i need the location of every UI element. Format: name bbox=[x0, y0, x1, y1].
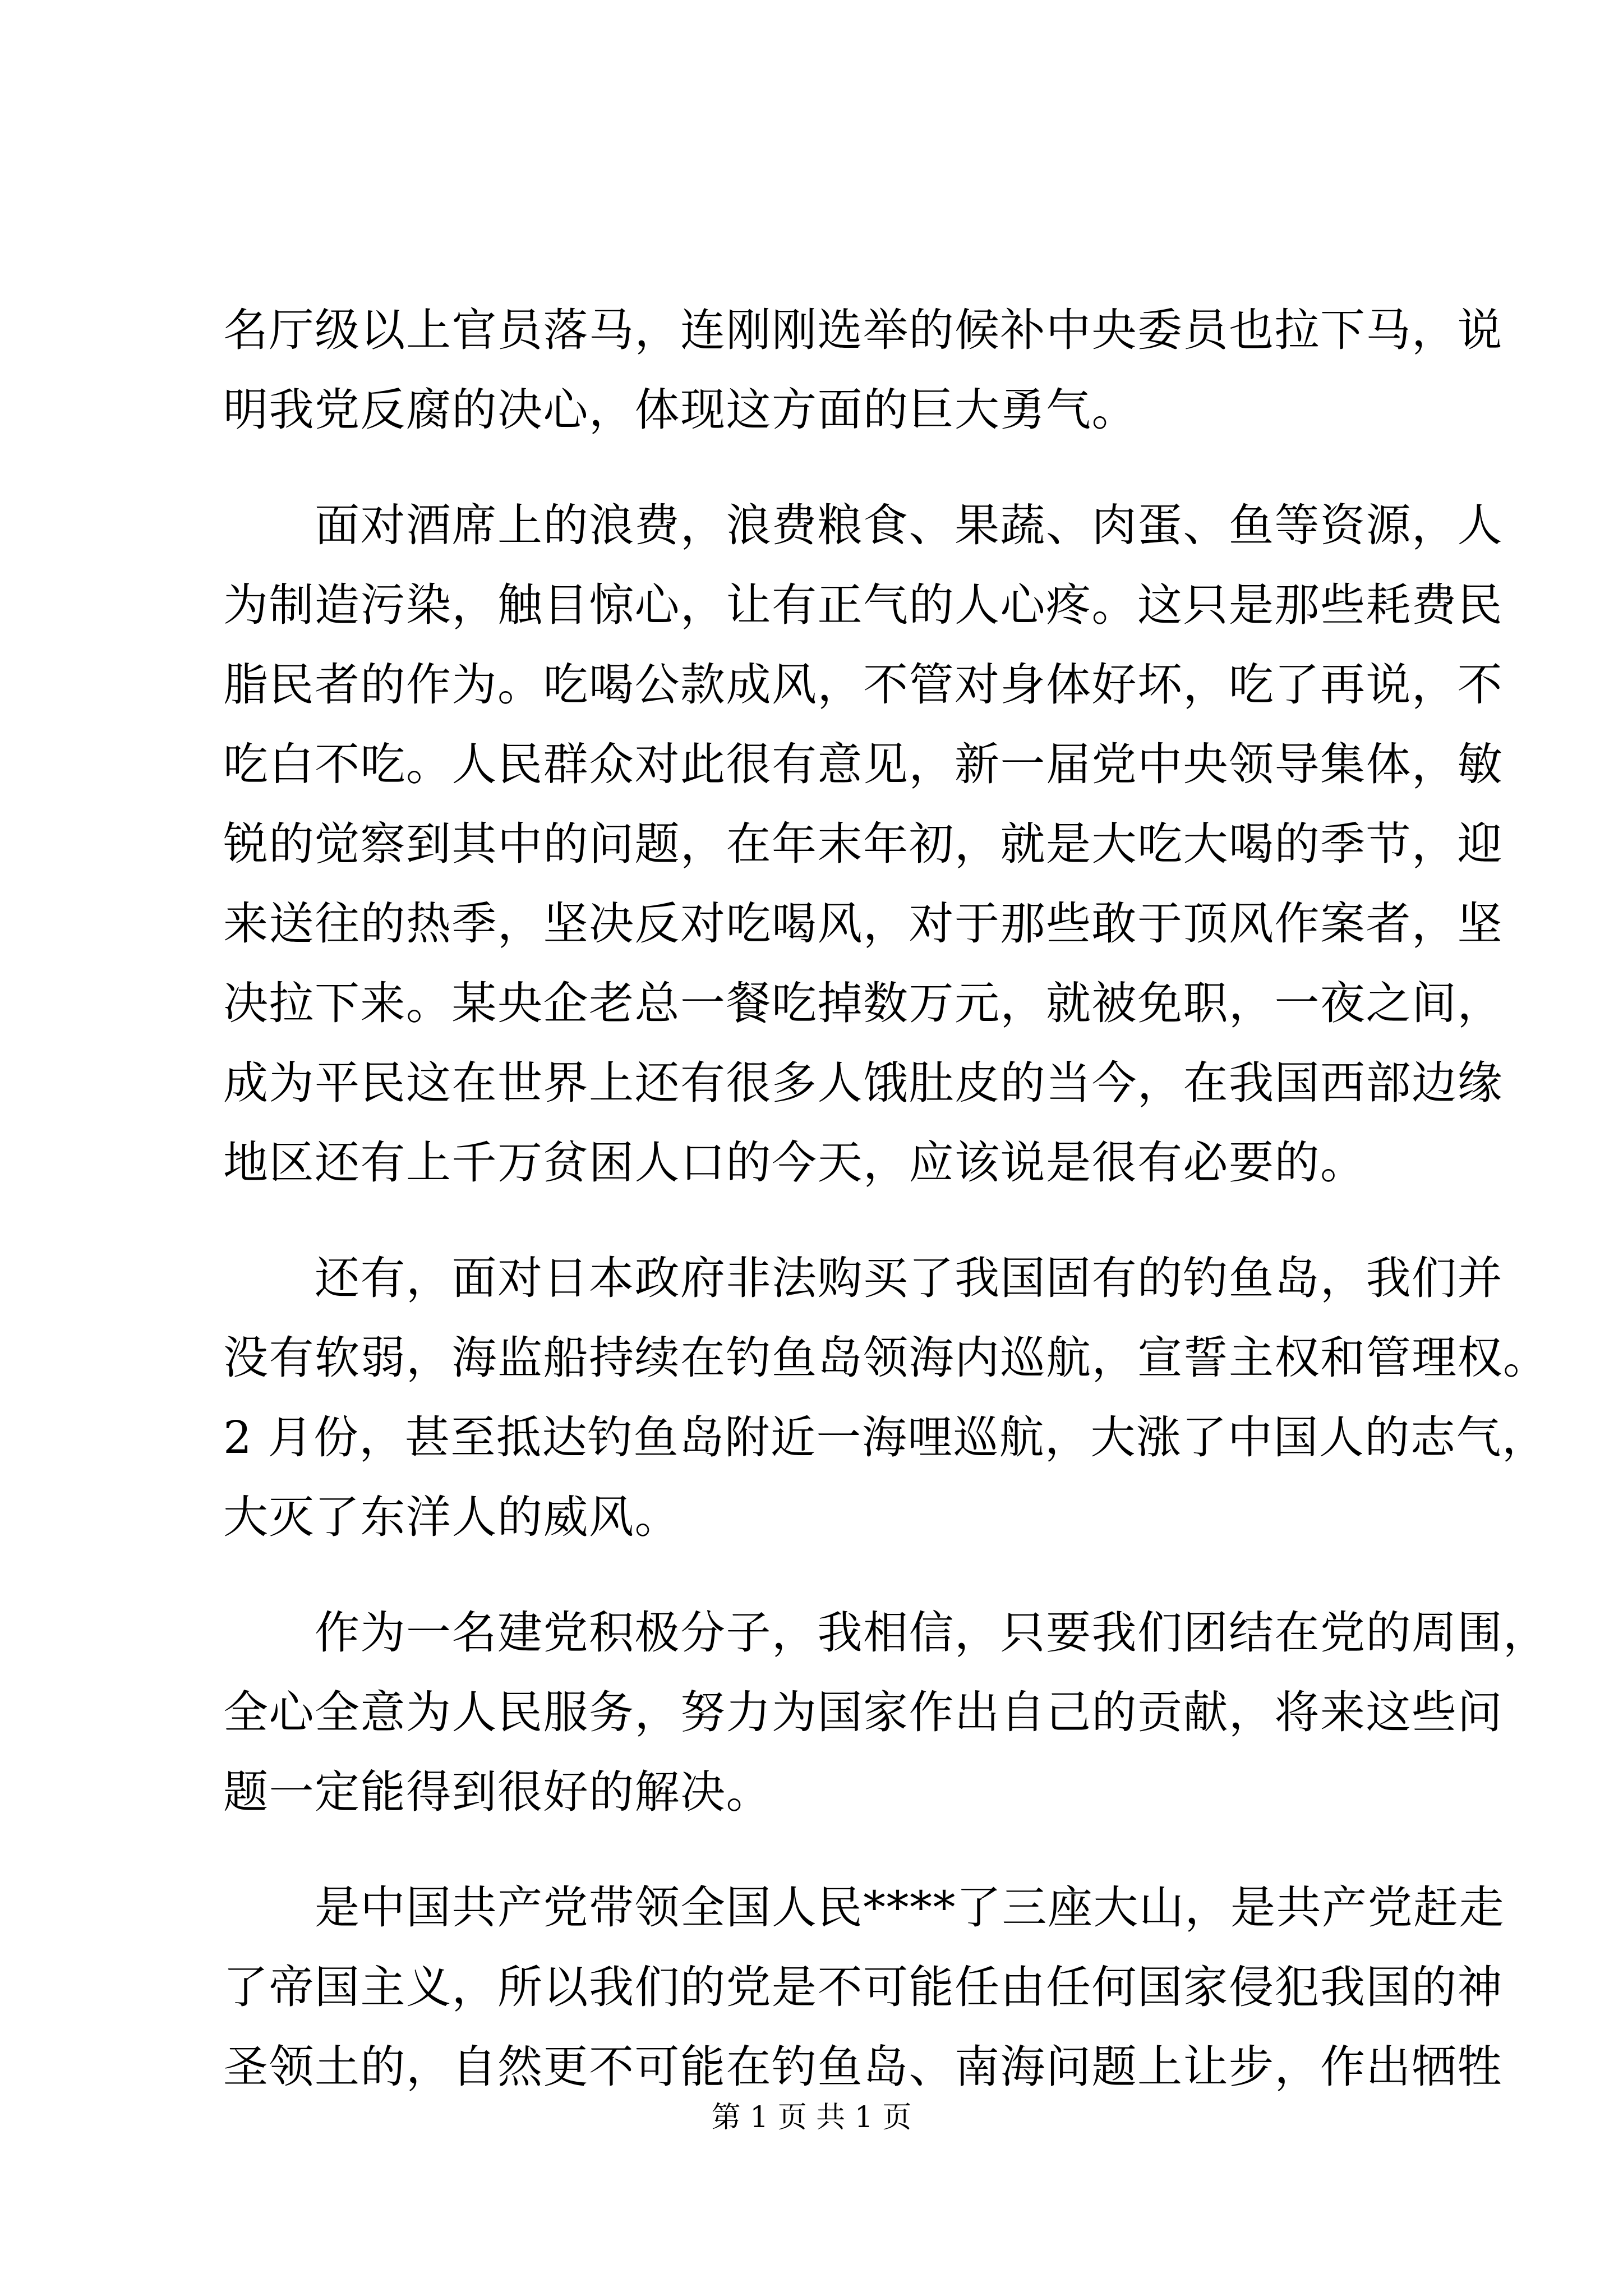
document-body bbox=[223, 291, 1549, 2107]
text-line: 脂民者的作为。吃喝公款成风，不管对身体好坏，吃了再说，不 bbox=[223, 659, 1503, 711]
text-line: 吃白不吃。人民群众对此很有意见，新一届党中央领导集体，敏 bbox=[223, 738, 1503, 790]
text-line: 大灭了东洋人的威风。 bbox=[223, 1491, 680, 1543]
text-line: 名厅级以上官员落马，连刚刚选举的候补中央委员也拉下马，说 bbox=[223, 304, 1503, 356]
text-line: 面对酒席上的浪费，浪费粮食、果蔬、肉蛋、鱼等资源，人 bbox=[223, 499, 1503, 551]
text-line: 没有软弱，海监船持续在钓鱼岛领海内巡航，宣誓主权和管理权。 bbox=[223, 1332, 1549, 1384]
page-footer bbox=[0, 2098, 1623, 2137]
paragraph-4 bbox=[223, 1593, 1549, 1832]
text-line: 是中国共产党带领全国人民****了三座大山，是共产党赶走 bbox=[223, 1881, 1505, 1934]
text-line: 为制造污染，触目惊心，让有正气的人心疼。这只是那些耗费民 bbox=[223, 579, 1503, 631]
text-line: 来送往的热季，坚决反对吃喝风，对于那些敢于顶风作案者，坚 bbox=[223, 898, 1503, 950]
text-line: 还有，面对日本政府非法购买了我国固有的钓鱼岛，我们并 bbox=[223, 1252, 1503, 1304]
page-number-label: 第 1 页 共 1 页 bbox=[711, 2101, 912, 2134]
paragraph-1 bbox=[223, 291, 1503, 450]
text-line: 2 月份，甚至抵达钓鱼岛附近一海哩巡航，大涨了中国人的志气， bbox=[223, 1411, 1548, 1464]
text-line: 地区还有上千万贫困人口的今天，应该说是很有必要的。 bbox=[223, 1137, 1366, 1189]
paragraph-3 bbox=[223, 1239, 1549, 1557]
text-line: 明我党反腐的决心，体现这方面的巨大勇气。 bbox=[223, 384, 1137, 436]
text-line: 成为平民这在世界上还有很多人饿肚皮的当今，在我国西部边缘 bbox=[223, 1057, 1503, 1109]
text-line: 题一定能得到很好的解决。 bbox=[223, 1766, 772, 1818]
paragraph-2 bbox=[223, 486, 1503, 1203]
text-line: 圣领土的，自然更不可能在钓鱼岛、南海问题上让步，作出牺牲 bbox=[223, 2041, 1503, 2093]
text-line: 全心全意为人民服务，努力为国家作出自己的贡献，将来这些问 bbox=[223, 1686, 1503, 1738]
text-line: 作为一名建党积极分子，我相信，只要我们团结在党的周围， bbox=[223, 1607, 1549, 1659]
text-line: 了帝国主义，所以我们的党是不可能任由任何国家侵犯我国的神 bbox=[223, 1961, 1503, 2013]
text-line: 锐的觉察到其中的问题，在年末年初，就是大吃大喝的季节，迎 bbox=[223, 818, 1503, 870]
text-line: 决拉下来。某央企老总一餐吃掉数万元，就被免职，一夜之间， bbox=[223, 977, 1503, 1029]
paragraph-5 bbox=[223, 1868, 1505, 2107]
